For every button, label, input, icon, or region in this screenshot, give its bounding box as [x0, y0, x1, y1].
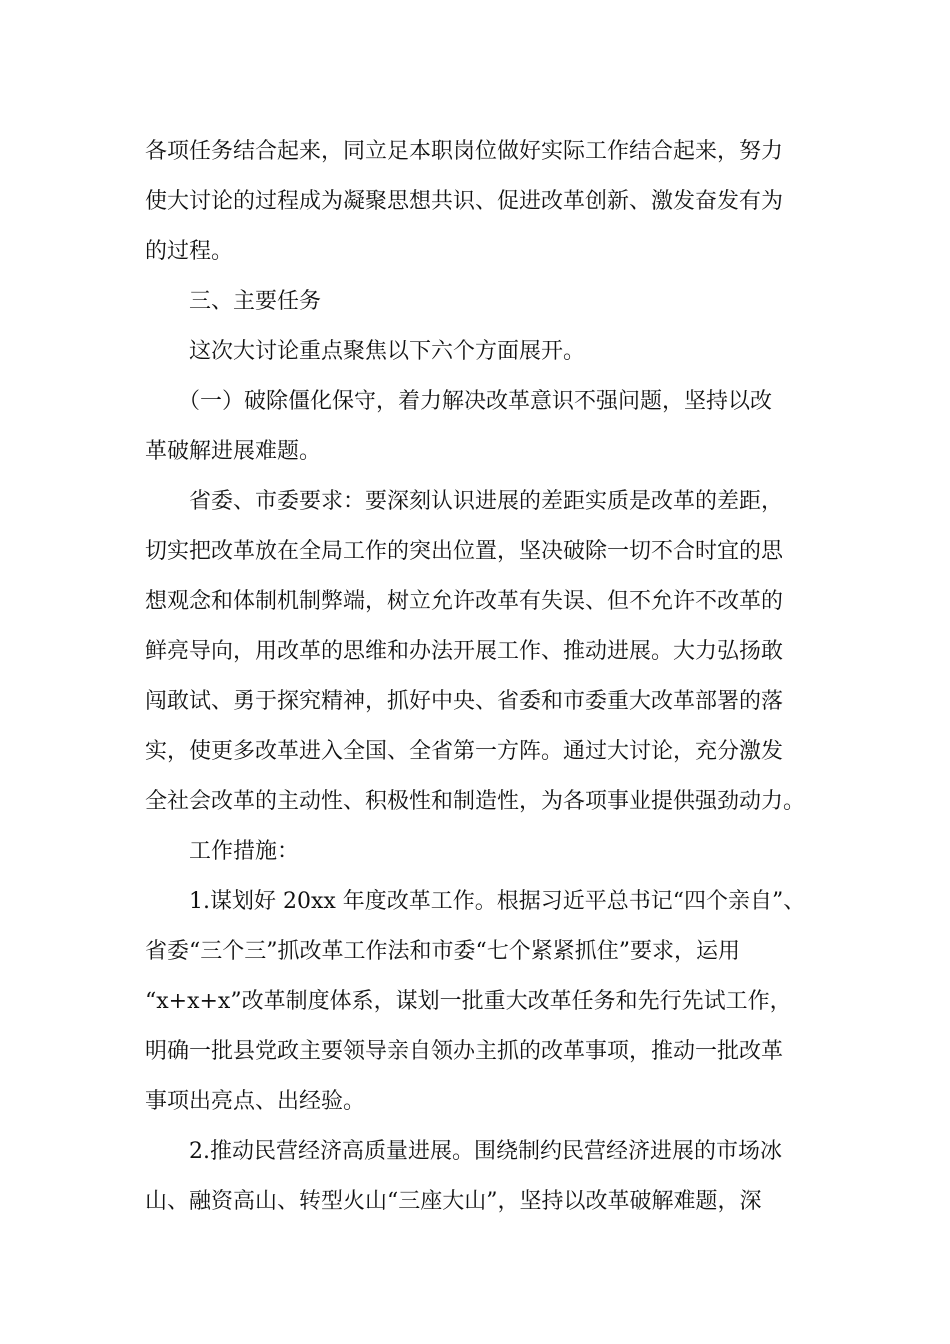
list-item-2: 2.推动民营经济高质量进展。围绕制约民营经济进展的市场冰: [189, 1139, 782, 1164]
measures-heading: 工作措施：: [189, 839, 300, 864]
list-item-1: 1.谋划好 20xx 年度改革工作。根据习近平总书记“四个亲自”、: [189, 889, 806, 914]
body-text-line: 省委、市委要求：要深刻认识进展的差距实质是改革的差距，: [189, 489, 784, 514]
subsection-heading-continued: 革破解进展难题。: [145, 439, 322, 464]
subsection-heading: （一）破除僵化保守，着力解决改革意识不强问题，坚持以改: [178, 389, 773, 414]
body-text-line: 各项任务结合起来，同立足本职岗位做好实际工作结合起来，努力: [145, 139, 784, 164]
body-text-line: 闯敢试、勇于探究精神，抓好中央、省委和市委重大改革部署的落: [145, 689, 784, 714]
body-text-line: “x+x+x”改革制度体系，谋划一批重大改革任务和先行先试工作，: [145, 989, 792, 1014]
body-text-line: 明确一批县党政主要领导亲自领办主抓的改革事项，推动一批改革: [145, 1039, 784, 1064]
body-text-line: 的过程。: [145, 239, 234, 264]
body-text-line: 全社会改革的主动性、积极性和制造性，为各项事业提供强劲动力。: [145, 789, 806, 814]
body-text-line: 事项出亮点、出经验。: [145, 1089, 366, 1114]
body-text-line: 山、融资高山、转型火山“三座大山”，坚持以改革破解难题，深: [145, 1189, 762, 1214]
body-text-line: 实，使更多改革进入全国、全省第一方阵。通过大讨论，充分激发: [145, 739, 784, 764]
body-text-line: 鲜亮导向，用改革的思维和办法开展工作、推动进展。大力弘扬敢: [145, 639, 784, 664]
body-text-line: 这次大讨论重点聚焦以下六个方面展开。: [189, 339, 586, 364]
body-text-line: 想观念和体制机制弊端，树立允许改革有失误、但不允许不改革的: [145, 589, 784, 614]
section-heading: 三、主要任务: [189, 289, 322, 314]
body-text-line: 省委“三个三”抓改革工作法和市委“七个紧紧抓住”要求，运用: [145, 939, 740, 964]
body-text-line: 切实把改革放在全局工作的突出位置，坚决破除一切不合时宜的思: [145, 539, 784, 564]
body-text-line: 使大讨论的过程成为凝聚思想共识、促进改革创新、激发奋发有为: [145, 189, 784, 214]
